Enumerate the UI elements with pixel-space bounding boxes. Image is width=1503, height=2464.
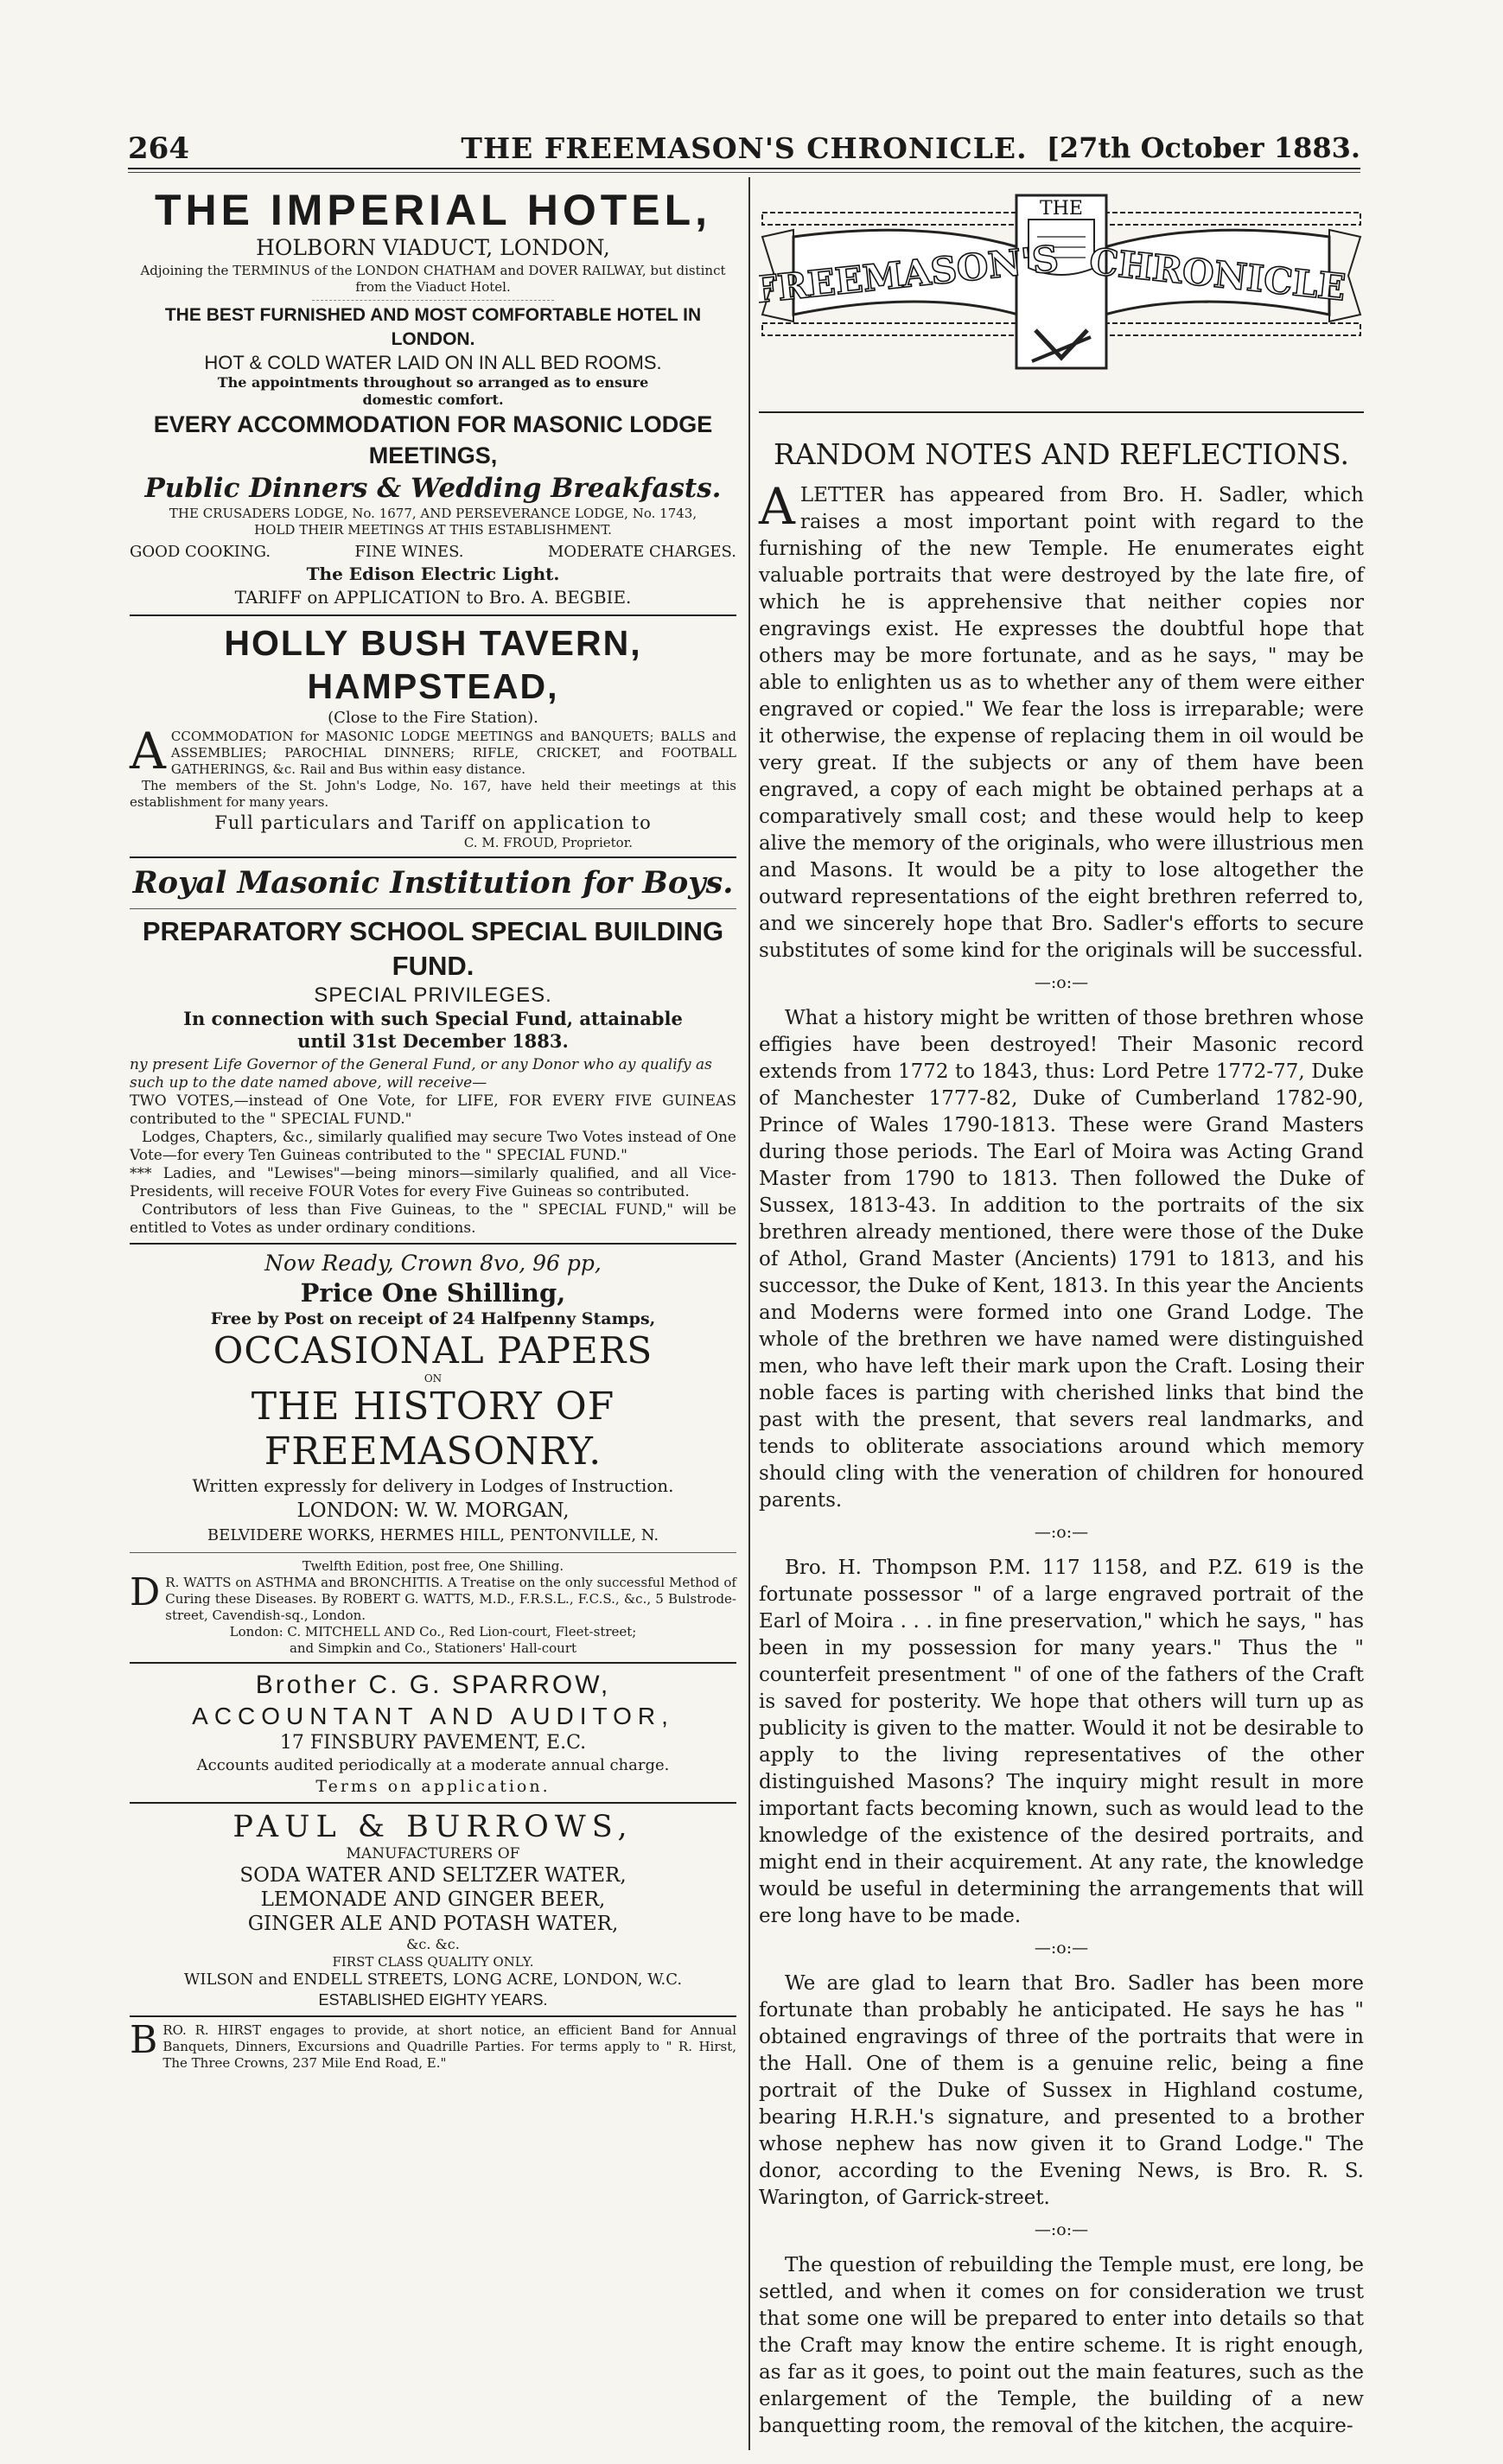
paul-line-2: LEMONADE AND GINGER BEER, xyxy=(260,1888,606,1911)
paragraph-text: LETTER has appeared from Bro. H. Sadler, which raises a most important point with regard to the furnishing of the new Temple. He enumerates eight valuable portraits that were destroyed by the late fire, of which he is apprehensive that neither copies nor engravings exist. He expresses the doubtful hope that others may be more fortunate, and as he says, " may be able to enlighten us as to whether any of them were either engraved or copied." We fear the loss is irreparable; were it otherwise, the expense of replacing them in oil would be very great. If the subjects or any of them have been engraved, a copy of each might be obtained perhaps at a comparatively small cost; and these would help to keep alive the memory of the originals, who were illustrious men and Masons. It would be a pity to lose altogether the outward representations of the eight brethren referred to, and we sincerely hope that Bro. Sadler's efforts to secure substitutes of some kind for the originals will be successful. xyxy=(759,484,1364,962)
publication-title: THE FREEMASON'S CHRONICLE. xyxy=(461,131,1028,165)
masthead-freemasons: FREEMASON'S xyxy=(759,237,1061,312)
imperial-water: HOT & COLD WATER LAID ON IN ALL BED ROOMS. xyxy=(204,352,662,373)
royal-connection: In connection with such Special Fund, attainable until 31st December 1883. xyxy=(183,1008,683,1052)
ad-divider xyxy=(130,856,736,858)
holly-bush-ad xyxy=(130,621,736,851)
sparrow-ad xyxy=(130,1669,736,1797)
hirst-text: RO. R. HIRST engages to provide, at short notice, an efficient Band for Annual Banquets, Dinners, Excursions and Quadrille Parties. For terms apply to " R. Hirst, The Three Crowns, 237 Mile End Road, E." xyxy=(162,2022,736,2071)
header-rule xyxy=(128,172,1360,173)
article-paragraph: What a history might be written of those brethren whose effigies have been destroyed! Their Masonic record extends from 1772 to 1843, thus: Lord Petre 1772-77, Duke of Manchester 1777-82, Duke of Cumberland 1782-90, Prince of Wales 1790-1813. These were Grand Masters during those periods. The Earl of Moira was Acting Grand Master from 1790 to 1813. Then followed the Duke of Sussex, 1813-43. In addition to the portraits of the six brethren already mentioned, there were those of the Duke of Athol, Grand Master (Ancients) 1791 to 1813, and his successor, the Duke of Kent, 1813. In this year the Ancients and Moderns were formed into one Grand Lodge. The whole of the brethren we have named were distinguished men, who have left their mark upon the Craft. Losing their noble faces is parting with cherished links that bind the past with the present, that severs real landmarks, and tends to obliterate associations around which memory should cling with the veneration of children for honoured parents. xyxy=(759,1007,1364,1512)
imperial-electric: The Edison Electric Light. xyxy=(306,563,560,584)
imperial-hotel-ad xyxy=(130,185,736,609)
section-separator: —:o:— xyxy=(1034,973,1089,992)
imperial-adjoining: Adjoining the TERMINUS of the LONDON CHATHAM and DOVER RAILWAY, but distinct from the Viaduct Hotel. xyxy=(140,263,726,295)
holly-proprietor: C. M. FROUD, Proprietor. xyxy=(463,835,633,850)
royal-special: SPECIAL PRIVILEGES. xyxy=(314,984,552,1007)
masthead-rule xyxy=(759,411,1364,413)
holly-full: Full particulars and Tariff on application to xyxy=(214,812,652,833)
watts-edition: Twelfth Edition, post free, One Shilling. xyxy=(302,1558,564,1574)
ad-divider xyxy=(130,614,736,616)
advertisements-column xyxy=(130,185,736,2072)
article-column xyxy=(759,185,1364,2440)
royal-name: Royal Masonic Institution for Boys. xyxy=(132,865,734,901)
sparrow-address: 17 FINSBURY PAVEMENT, E.C. xyxy=(279,1732,587,1754)
watts-ad xyxy=(130,1558,736,1657)
masthead-chronicle: CHRONICLE xyxy=(1087,239,1348,309)
sparrow-name: Brother C. G. SPARROW, xyxy=(255,1671,611,1699)
issue-date: [27th October 1883. xyxy=(1046,131,1360,164)
book-on: ON xyxy=(424,1372,443,1385)
book-london: LONDON: W. W. MORGAN, xyxy=(296,1499,570,1522)
page-number: 264 xyxy=(128,131,189,166)
occasional-papers-ad xyxy=(130,1250,736,1547)
section-separator: —:o:— xyxy=(1034,1523,1089,1542)
ad-divider xyxy=(130,1662,736,1664)
imperial-accommodation: EVERY ACCOMMODATION FOR MASONIC LODGE MEETINGS, xyxy=(153,411,713,468)
imperial-location: HOLBORN VIADUCT, LONDON, xyxy=(256,235,610,260)
divider xyxy=(130,908,736,909)
divider xyxy=(312,300,555,301)
imperial-appointments: The appointments throughout so arranged as to ensure domestic comfort. xyxy=(217,374,649,408)
article-heading: RANDOM NOTES AND REFLECTIONS. xyxy=(773,437,1350,471)
book-written: Written expressly for delivery in Lodges of Instruction. xyxy=(192,1475,674,1496)
column-divider xyxy=(748,177,750,2450)
ad-divider xyxy=(130,1802,736,1804)
paul-name: PAUL & BURROWS, xyxy=(232,1810,634,1844)
holly-body xyxy=(130,722,736,780)
royal-two: TWO VOTES,—instead of One Vote, for LIFE, FOR EVERY FIVE GUINEAS contributed to the " SPECIAL FUND." xyxy=(130,1092,736,1128)
paul-established: ESTABLISHED EIGHTY YEARS. xyxy=(318,1991,548,2009)
imperial-hotel-name: THE IMPERIAL HOTEL, xyxy=(154,186,712,234)
sparrow-role: ACCOUNTANT AND AUDITOR, xyxy=(192,1703,674,1729)
book-ready: Now Ready, Crown 8vo, 96 pp, xyxy=(264,1251,602,1276)
drop-cap: B xyxy=(130,2018,158,2062)
paul-line-3: GINGER ALE AND POTASH WATER, xyxy=(247,1913,619,1935)
watts-london: London: C. MITCHELL AND Co., Red Lion-court, Fleet-street; xyxy=(229,1624,637,1639)
imperial-cooking: GOOD COOKING. xyxy=(130,543,271,561)
watts-text: R. WATTS on ASTHMA and BRONCHITIS. A Treatise on the only successful Method of Curing these Diseases. By ROBERT G. WATTS, M.D., F.R.S.L., F.C.S., &c., 5 Bulstrode-street, Cavendish-sq., London. xyxy=(165,1575,736,1623)
paul-burrows-ad xyxy=(130,1809,736,2010)
imperial-dinners: Public Dinners & Wedding Breakfasts. xyxy=(144,473,722,504)
royal-lodges: Lodges, Chapters, &c., similarly qualified may secure Two Votes instead of One Vote—for every Ten Guineas contributed to the " SPECIAL FUND." xyxy=(130,1129,736,1164)
article-paragraph xyxy=(759,477,1364,965)
running-header xyxy=(128,130,1360,169)
ad-divider xyxy=(130,1243,736,1245)
sparrow-accounts: Accounts audited periodically at a moderate annual charge. xyxy=(196,1756,670,1774)
book-title-2: THE HISTORY OF FREEMASONRY. xyxy=(251,1385,615,1474)
sparrow-terms: Terms on application. xyxy=(315,1777,551,1796)
watts-simpkin: and Simpkin and Co., Stationers' Hall-court xyxy=(289,1640,577,1656)
section-separator: —:o:— xyxy=(1034,1939,1089,1958)
holly-near: (Close to the Fire Station). xyxy=(328,709,538,727)
holly-text: CCOMMODATION for MASONIC LODGE MEETINGS and BANQUETS; BALLS and ASSEMBLIES; PAROCHIAL DINNERS; RIFLE, CRICKET, and FOOTBALL GATHERINGS, &c. Rail and Bus within easy distance. xyxy=(170,729,736,777)
holly-bush-name: HOLLY BUSH TAVERN, HAMPSTEAD, xyxy=(224,623,642,706)
ad-divider xyxy=(130,2015,736,2017)
paul-line-1: SODA WATER AND SELTZER WATER, xyxy=(239,1864,627,1887)
drop-cap: A xyxy=(759,477,795,536)
royal-contributors: Contributors of less than Five Guineas, to the " SPECIAL FUND," will be entitled to Votes as under ordinary conditions. xyxy=(130,1201,736,1237)
article-body xyxy=(759,477,1364,2440)
masthead-emblem xyxy=(759,185,1364,411)
royal-any: ny present Life Governor of the General Fund, or any Donor who ay qualify as such up to the date named above, will receive— xyxy=(130,1056,712,1092)
royal-fund: PREPARATORY SCHOOL SPECIAL BUILDING FUND. xyxy=(142,916,724,981)
royal-ladies: *** Ladies, and "Lewises"—being minors—similarly qualified, and all Vice-Presidents, will receive FOUR Votes for every Five Guineas so contributed. xyxy=(130,1165,736,1200)
imperial-charges: MODERATE CHARGES. xyxy=(547,543,736,561)
imperial-wines: FINE WINES. xyxy=(354,543,464,561)
article-paragraph: Bro. H. Thompson P.M. 117 1158, and P.Z. 619 is the fortunate possessor " of a large engraved portrait of the Earl of Moira . . . in fine preservation," which he says, " has been in my possession for many years." Thus the " counterfeit presentment " of one of the fathers of the Craft is saved for posterity. We hope that others will turn up as publicity is given to the matter. Would it not be desirable to apply to the living representatives of the other distinguished Masons? The inquiry might result in more important facts becoming known, such as would lead to the knowledge of the existence of the desired portraits, and might end in their acquirement. At any rate, the knowledge would be useful in determining the arrangements that will ere long have to be made. xyxy=(759,1557,1364,1927)
watts-body xyxy=(130,1570,736,1624)
hirst-ad xyxy=(130,2018,736,2072)
drop-cap: D xyxy=(130,1570,161,1614)
book-price: Price One Shilling, xyxy=(300,1278,566,1308)
imperial-tariff: TARIFF on APPLICATION to Bro. A. BEGBIE. xyxy=(234,587,632,608)
article-paragraph: We are glad to learn that Bro. Sadler has been more fortunate than probably he anticipated. He says he has " obtained engravings of three of the portraits that were in the Hall. One of them is a genuine relic, being a fine portrait of the Duke of Sussex in Highland costume, bearing H.R.H.'s signature, and presented to a brother whose nephew has now given it to Grand Lodge." The donor, according to the Evening News, is Bro. R. S. Warington, of Garrick-street. xyxy=(759,1972,1364,2209)
masthead-the: THE xyxy=(1040,198,1083,220)
book-title-1: OCCASIONAL PAPERS xyxy=(213,1329,653,1372)
holly-members: The members of the St. John's Lodge, No. 167, have held their meetings at this establishment for many years. xyxy=(130,778,736,810)
book-free: Free by Post on receipt of 24 Halfpenny Stamps, xyxy=(210,1309,656,1328)
paul-manufacturers: MANUFACTURERS OF xyxy=(346,1845,520,1862)
drop-cap: A xyxy=(130,722,166,780)
imperial-lodges: THE CRUSADERS LODGE, No. 1677, AND PERSEVERANCE LODGE, No. 1743, HOLD THEIR MEETINGS AT THIS ESTABLISHMENT. xyxy=(169,506,697,538)
paul-etc: &c. &c. xyxy=(406,1936,460,1952)
article-paragraph: The question of rebuilding the Temple must, ere long, be settled, and when it comes on for consideration we trust that some one will be prepared to enter into details so that the Craft may know the entire scheme. It is right enough, as far as it goes, to point out the main features, such as the enlargement of the Temple, the building of a new banquetting room, the removal of the kitchen, the acquire- xyxy=(759,2254,1364,2437)
ad-divider xyxy=(130,1552,736,1553)
royal-masonic-ad xyxy=(130,863,736,1238)
book-address: BELVIDERE WORKS, HERMES HILL, PENTONVILLE, N. xyxy=(207,1526,659,1544)
imperial-features xyxy=(130,542,736,563)
section-separator: —:o:— xyxy=(1034,2220,1089,2239)
imperial-best: THE BEST FURNISHED AND MOST COMFORTABLE HOTEL IN LONDON. xyxy=(164,305,702,349)
chronicle-masthead xyxy=(759,185,1364,410)
paul-streets: WILSON and ENDELL STREETS, LONG ACRE, LONDON, W.C. xyxy=(183,1971,683,1989)
paul-quality: FIRST CLASS QUALITY ONLY. xyxy=(332,1954,534,1970)
